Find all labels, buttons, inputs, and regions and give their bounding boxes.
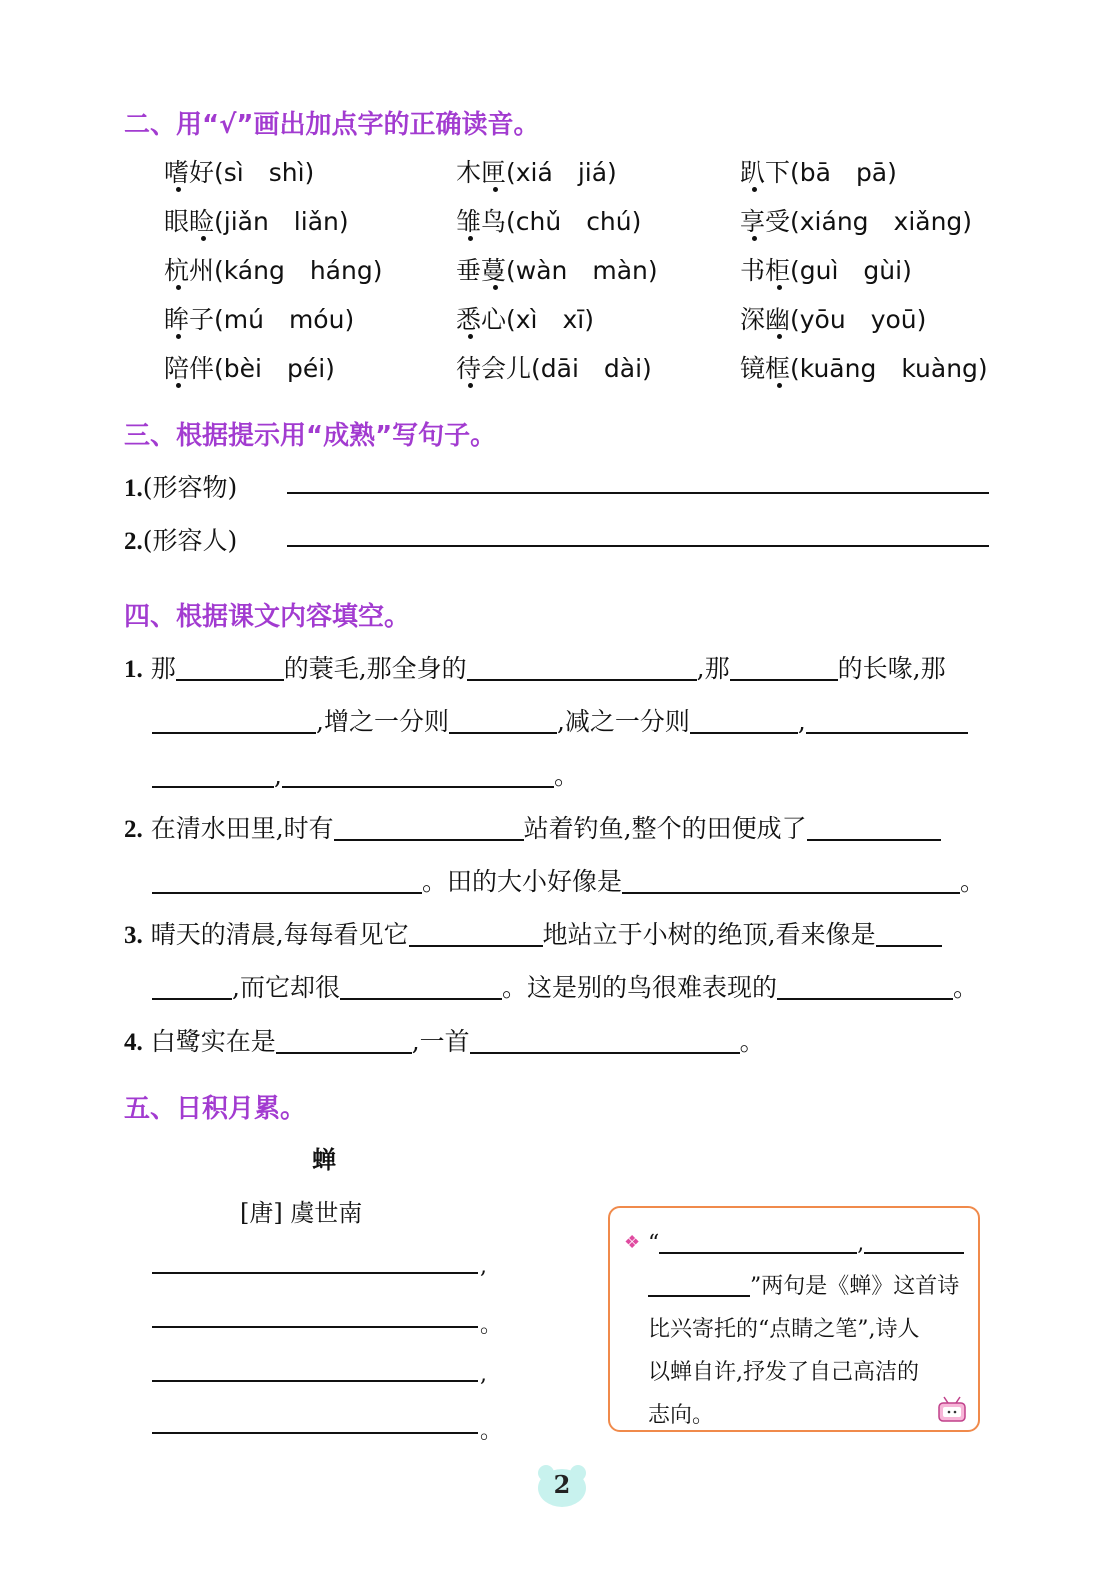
emphasis-dot	[176, 334, 181, 339]
page-number: 2	[553, 1470, 571, 1499]
section-3-title: 三、根据提示用“成熟”写句子。	[124, 421, 497, 451]
blank[interactable]	[659, 1226, 857, 1254]
reading-item: 眸子(mú móu)	[164, 305, 355, 334]
diamond-bullet-icon: ❖	[624, 1232, 641, 1253]
text: “	[648, 1231, 660, 1256]
text: 志向。	[648, 1403, 715, 1428]
emphasis-dot	[468, 236, 473, 241]
question-number: 3.	[124, 922, 143, 949]
blank[interactable]	[777, 972, 953, 1000]
sentence-q2	[124, 521, 237, 557]
section-4-title: 四、根据课文内容填空。	[124, 602, 411, 632]
poem-title: 蝉	[312, 1145, 336, 1174]
text: 白鹭实在是	[150, 1027, 276, 1056]
text: ,	[857, 1231, 865, 1256]
blank[interactable]	[152, 760, 274, 788]
reading-item: 镜框(kuāng kuàng)	[740, 354, 988, 383]
emphasis-dot	[752, 187, 757, 192]
blank[interactable]	[622, 866, 960, 894]
answer-line[interactable]	[287, 545, 989, 547]
blank[interactable]	[152, 866, 422, 894]
blank[interactable]	[807, 813, 941, 841]
fill-q2-line2	[152, 862, 985, 898]
reading-item: 木匣(xiá jiá)	[456, 158, 617, 187]
text: ,而它却很	[232, 973, 340, 1002]
blank[interactable]	[806, 706, 968, 734]
text: 。这是别的鸟很难表现的	[501, 973, 777, 1002]
blank[interactable]	[876, 919, 942, 947]
poem-line-blank[interactable]	[152, 1432, 478, 1434]
text: 比兴寄托的“点睛之笔”,诗人	[648, 1317, 920, 1342]
text: ,增之一分则	[316, 707, 449, 736]
answer-line[interactable]	[287, 492, 989, 494]
reading-item: 陪伴(bèi péi)	[164, 354, 335, 383]
blank[interactable]	[152, 972, 232, 1000]
question-number: 1.	[124, 656, 143, 683]
blank[interactable]	[690, 706, 798, 734]
text: ,那	[696, 654, 730, 683]
emphasis-dot	[468, 334, 473, 339]
text: ,一首	[411, 1027, 470, 1056]
poem-punct: 。	[480, 1419, 503, 1444]
reading-item: 雏鸟(chǔ chú)	[456, 207, 642, 236]
fill-q3-line1	[124, 915, 942, 951]
text: ,减之一分则	[556, 707, 690, 736]
text: 。	[553, 761, 579, 790]
emphasis-dot	[468, 383, 473, 388]
reading-item: 趴下(bā pā)	[740, 158, 897, 187]
fill-q3-line2	[152, 968, 978, 1004]
emphasis-dot	[493, 187, 498, 192]
tip-box	[608, 1206, 980, 1432]
text: 在清水田里,时有	[150, 814, 334, 843]
hint-text: (形容人)	[142, 526, 238, 555]
tv-mascot-icon	[936, 1396, 970, 1424]
fill-q1-line1	[124, 649, 946, 685]
blank[interactable]	[864, 1226, 964, 1254]
reading-item: 享受(xiáng xiǎng)	[740, 207, 973, 236]
text: 站着钓鱼,整个的田便成了	[523, 814, 807, 843]
poem-punct: 。	[480, 1313, 503, 1338]
emphasis-dot	[777, 285, 782, 290]
text: ,	[274, 761, 282, 790]
fill-q1-line2	[152, 702, 968, 738]
question-number: 2.	[124, 528, 143, 555]
section-5-title: 五、日积月累。	[124, 1094, 307, 1124]
hint-text: (形容物)	[142, 473, 238, 502]
blank[interactable]	[276, 1026, 412, 1054]
text: 那	[150, 654, 176, 683]
blank[interactable]	[449, 706, 557, 734]
blank[interactable]	[730, 653, 838, 681]
question-number: 4.	[124, 1029, 143, 1056]
fill-q4-line1	[124, 1022, 765, 1058]
text: 晴天的清晨,每每看见它	[150, 920, 409, 949]
blank[interactable]	[648, 1269, 750, 1297]
question-number: 1.	[124, 475, 143, 502]
question-number: 2.	[124, 816, 143, 843]
fill-q2-line1	[124, 809, 941, 845]
text: ”两句是《蝉》这首诗	[750, 1274, 960, 1299]
text: 的长喙,那	[837, 654, 946, 683]
blank[interactable]	[470, 1026, 740, 1054]
poem-author: [唐] 虞世南	[240, 1199, 363, 1227]
text: ,	[797, 707, 806, 736]
reading-item: 嗜好(sì shì)	[164, 158, 315, 187]
blank[interactable]	[282, 760, 554, 788]
blank[interactable]	[334, 813, 524, 841]
text: 。田的大小好像是	[422, 867, 623, 896]
reading-item: 深幽(yōu yoū)	[740, 305, 927, 334]
poem-line-blank[interactable]	[152, 1380, 478, 1382]
reading-item: 悉心(xì xī)	[456, 305, 594, 334]
blank[interactable]	[152, 706, 316, 734]
reading-item: 垂蔓(wàn màn)	[456, 256, 658, 285]
sentence-q1	[124, 468, 237, 504]
emphasis-dot	[176, 383, 181, 388]
text: 。	[739, 1027, 765, 1056]
reading-item: 杭州(káng háng)	[164, 256, 383, 285]
text: 的蓑毛,那全身的	[283, 654, 467, 683]
blank[interactable]	[340, 972, 502, 1000]
reading-item: 眼睑(jiǎn liǎn)	[164, 207, 349, 236]
poem-line-blank[interactable]	[152, 1326, 478, 1328]
poem-line-blank[interactable]	[152, 1272, 478, 1274]
blank[interactable]	[176, 653, 284, 681]
poem-punct: ,	[480, 1254, 487, 1279]
emphasis-dot	[777, 334, 782, 339]
blank[interactable]	[467, 653, 697, 681]
reading-item: 书柜(guì gùi)	[740, 256, 912, 285]
section-2-title: 二、用“√”画出加点字的正确读音。	[124, 110, 540, 140]
emphasis-dot	[176, 187, 181, 192]
text: 以蝉自许,抒发了自己高洁的	[648, 1360, 919, 1385]
reading-item: 待会儿(dāi dài)	[456, 354, 652, 383]
text: 。	[960, 867, 986, 896]
tip-text	[648, 1222, 972, 1437]
emphasis-dot	[201, 236, 206, 241]
poem-punct: ,	[480, 1362, 487, 1387]
emphasis-dot	[777, 383, 782, 388]
text: 地站立于小树的绝顶,看来像是	[542, 920, 876, 949]
emphasis-dot	[752, 236, 757, 241]
blank[interactable]	[409, 919, 543, 947]
page-number-badge	[536, 1464, 588, 1508]
fill-q1-line3	[152, 756, 579, 792]
emphasis-dot	[493, 285, 498, 290]
emphasis-dot	[176, 285, 181, 290]
text: 。	[952, 973, 978, 1002]
